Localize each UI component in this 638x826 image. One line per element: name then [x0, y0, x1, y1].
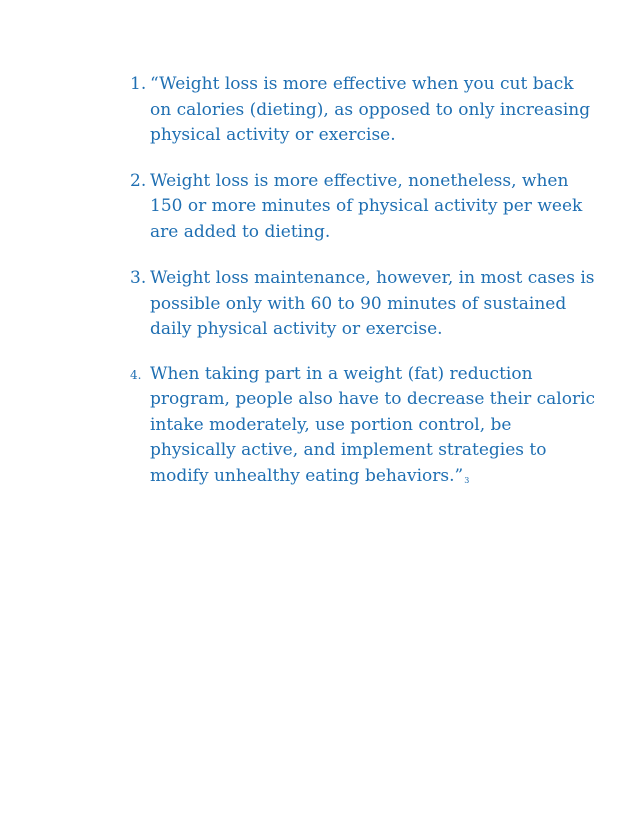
list-item: [130, 362, 596, 494]
list-item-line: 150 or more minutes of physical activity per week: [150, 196, 583, 216]
list-item: [130, 72, 591, 149]
list-item-line-with-footnote: [150, 464, 570, 494]
list-item-line: Weight loss maintenance, however, in most cases is: [150, 268, 595, 288]
list-item-number: 4.: [130, 367, 142, 382]
list-item-line: physically active, and implement strategies to: [150, 440, 547, 460]
list-item-line: “Weight loss is more effective when you cut back: [150, 74, 574, 94]
footnote-marker: 3: [464, 475, 470, 485]
list-item-number: 3.: [130, 268, 147, 288]
numbered-list: [130, 72, 596, 493]
list-item-line: possible only with 60 to 90 minutes of sustained: [150, 293, 567, 314]
list-item-line: on calories (dieting), as opposed to only increasing: [150, 99, 591, 120]
list-item-number: 2.: [130, 170, 147, 191]
list-item-line: daily physical activity or exercise.: [150, 319, 443, 339]
list-item: [130, 169, 583, 246]
list-item-line: Weight loss is more effective, nonetheless, when: [150, 170, 569, 191]
list-item-line: are added to dieting.: [150, 221, 331, 242]
list-item-line-text: modify unhealthy eating behaviors.”: [150, 465, 464, 486]
list-item-line: When taking part in a weight (fat) reduction: [150, 363, 533, 384]
list-item-line: intake moderately, use portion control, be: [150, 414, 512, 435]
list-item: [130, 266, 595, 343]
list-item-line: physical activity or exercise.: [150, 125, 396, 145]
list-item-number: 1.: [130, 74, 147, 94]
list-item-line: program, people also have to decrease their caloric: [150, 389, 596, 409]
